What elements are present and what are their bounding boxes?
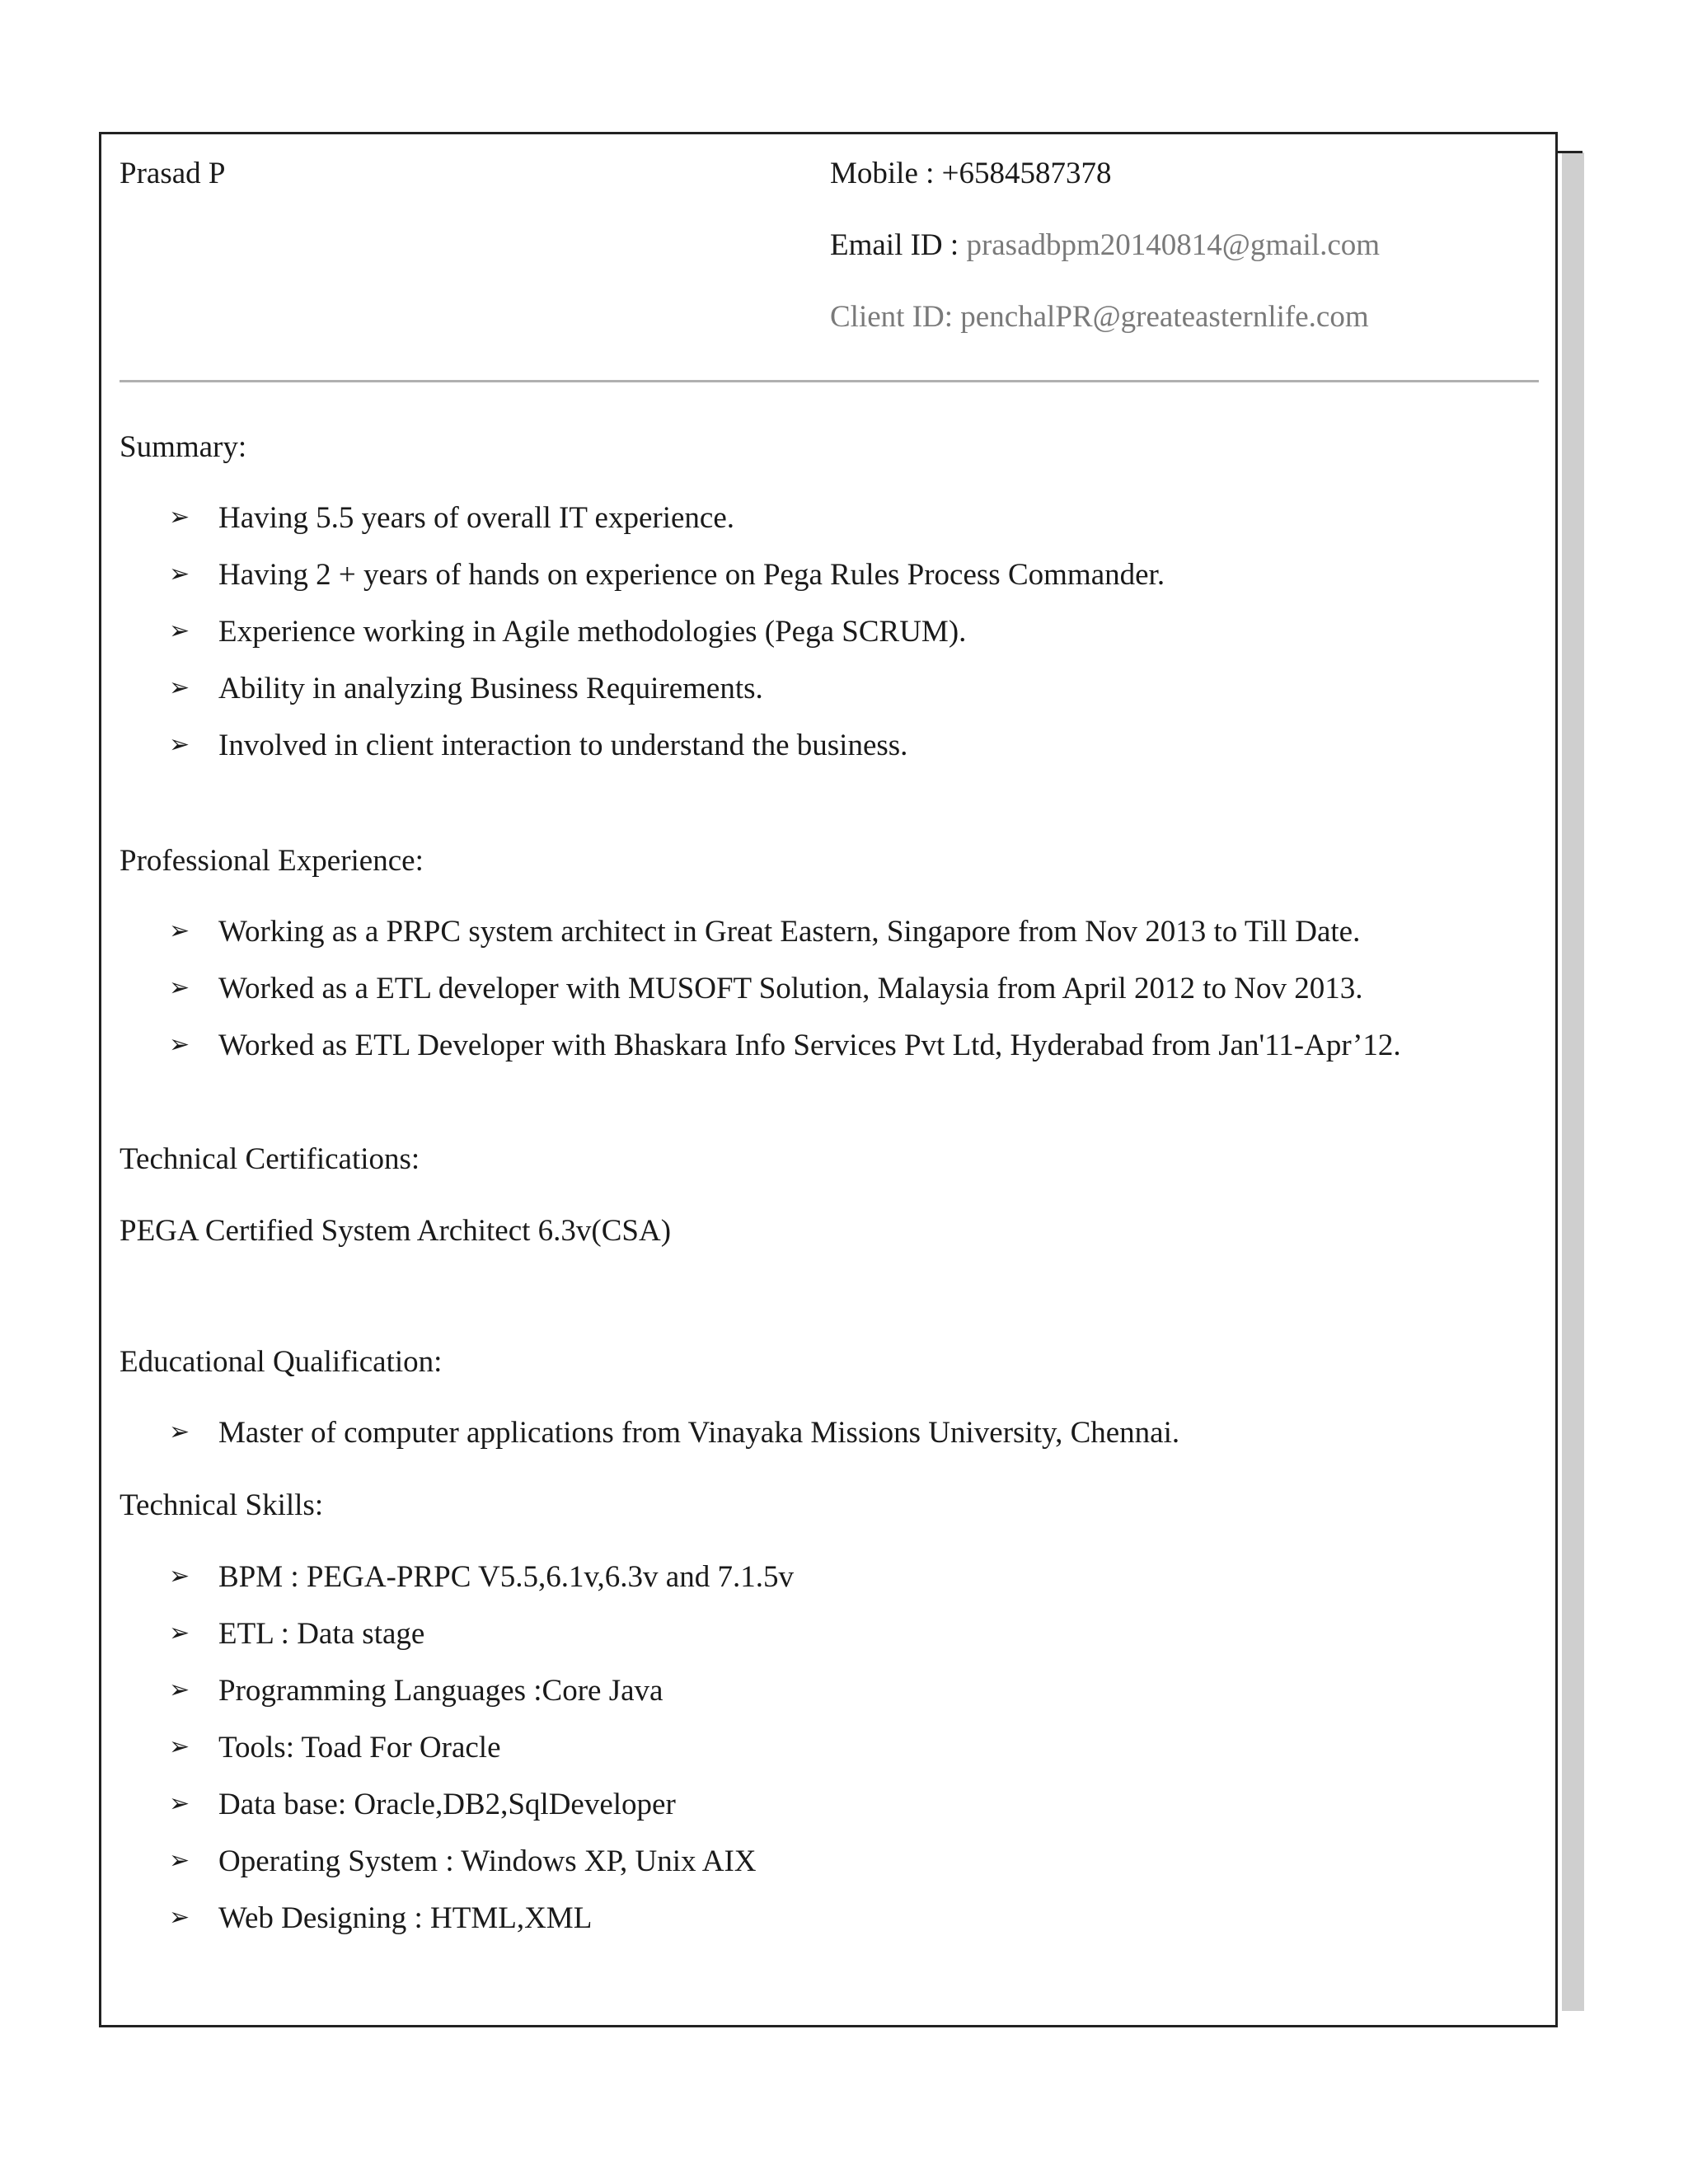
list-item: ➢ Ability in analyzing Business Requirements. [169, 672, 763, 705]
mobile-label: Mobile [830, 157, 918, 190]
arrow-bullet-icon: ➢ [169, 1732, 190, 1761]
email-line [830, 230, 1380, 260]
experience-heading: Professional Experience: [120, 844, 424, 878]
experience-list [169, 916, 1401, 1087]
summary-heading: Summary: [120, 430, 247, 464]
candidate-name: Prasad P [120, 157, 226, 190]
mobile-value: : +6584587378 [926, 157, 1112, 190]
arrow-bullet-icon: ➢ [169, 503, 190, 532]
arrow-bullet-icon: ➢ [169, 560, 190, 588]
email-label: Email ID : [830, 228, 959, 262]
list-item: ➢ Having 2 + years of hands on experience on Pega Rules Process Commander. [169, 558, 1165, 592]
list-item: ➢ Working as a PRPC system architect in Great Eastern, Singapore from Nov 2013 to Till Date. [169, 915, 1361, 949]
certification-text: PEGA Certified System Architect 6.3v(CSA) [120, 1214, 672, 1248]
list-item: ➢ Data base: Oracle,DB2,SqlDeveloper [169, 1788, 676, 1821]
client-value[interactable]: penchalPR@greateasternlife.com [960, 300, 1369, 334]
list-item: ➢ Tools: Toad For Oracle [169, 1731, 501, 1765]
education-heading: Educational Qualification: [120, 1345, 443, 1379]
certifications-heading: Technical Certifications: [120, 1142, 420, 1176]
arrow-bullet-icon: ➢ [169, 1418, 190, 1446]
arrow-bullet-icon: ➢ [169, 616, 190, 645]
client-label: Client ID: [830, 300, 954, 334]
list-item: ➢ Programming Languages :Core Java [169, 1674, 663, 1708]
arrow-bullet-icon: ➢ [169, 973, 190, 1002]
arrow-bullet-icon: ➢ [169, 673, 190, 702]
arrow-bullet-icon: ➢ [169, 1675, 190, 1704]
mobile-line [830, 158, 1112, 189]
list-item: ➢ Involved in client interaction to understand the business. [169, 729, 908, 762]
list-item: ➢ Experience working in Agile methodologies (Pega SCRUM). [169, 615, 967, 649]
summary-list [169, 503, 1165, 787]
arrow-bullet-icon: ➢ [169, 1619, 190, 1647]
arrow-bullet-icon: ➢ [169, 1789, 190, 1818]
skills-heading: Technical Skills: [120, 1488, 324, 1522]
arrow-bullet-icon: ➢ [169, 1030, 190, 1059]
arrow-bullet-icon: ➢ [169, 916, 190, 945]
arrow-bullet-icon: ➢ [169, 730, 190, 759]
arrow-bullet-icon: ➢ [169, 1846, 190, 1875]
header-divider [120, 380, 1539, 382]
list-item: ➢ Worked as a ETL developer with MUSOFT Solution, Malaysia from April 2012 to Nov 2013. [169, 972, 1363, 1005]
list-item: ➢ ETL : Data stage [169, 1617, 425, 1651]
client-line [830, 302, 1369, 332]
arrow-bullet-icon: ➢ [169, 1903, 190, 1932]
arrow-bullet-icon: ➢ [169, 1562, 190, 1591]
list-item: ➢ Having 5.5 years of overall IT experience. [169, 501, 735, 535]
list-item: ➢ BPM : PEGA-PRPC V5.5,6.1v,6.3v and 7.1.5v [169, 1560, 794, 1594]
skills-list [169, 1562, 794, 1960]
list-item: ➢ Operating System : Windows XP, Unix AIX [169, 1844, 757, 1878]
page-shadow [1562, 152, 1584, 2011]
list-item: ➢ Master of computer applications from Vinayaka Missions University, Chennai. [169, 1416, 1180, 1450]
education-list [169, 1418, 1179, 1474]
list-item: ➢ Worked as ETL Developer with Bhaskara Info Services Pvt Ltd, Hyderabad from Jan'11-Apr’12. [169, 1029, 1401, 1062]
email-value[interactable]: prasadbpm20140814@gmail.com [966, 228, 1381, 262]
list-item: ➢ Web Designing : HTML,XML [169, 1901, 593, 1935]
